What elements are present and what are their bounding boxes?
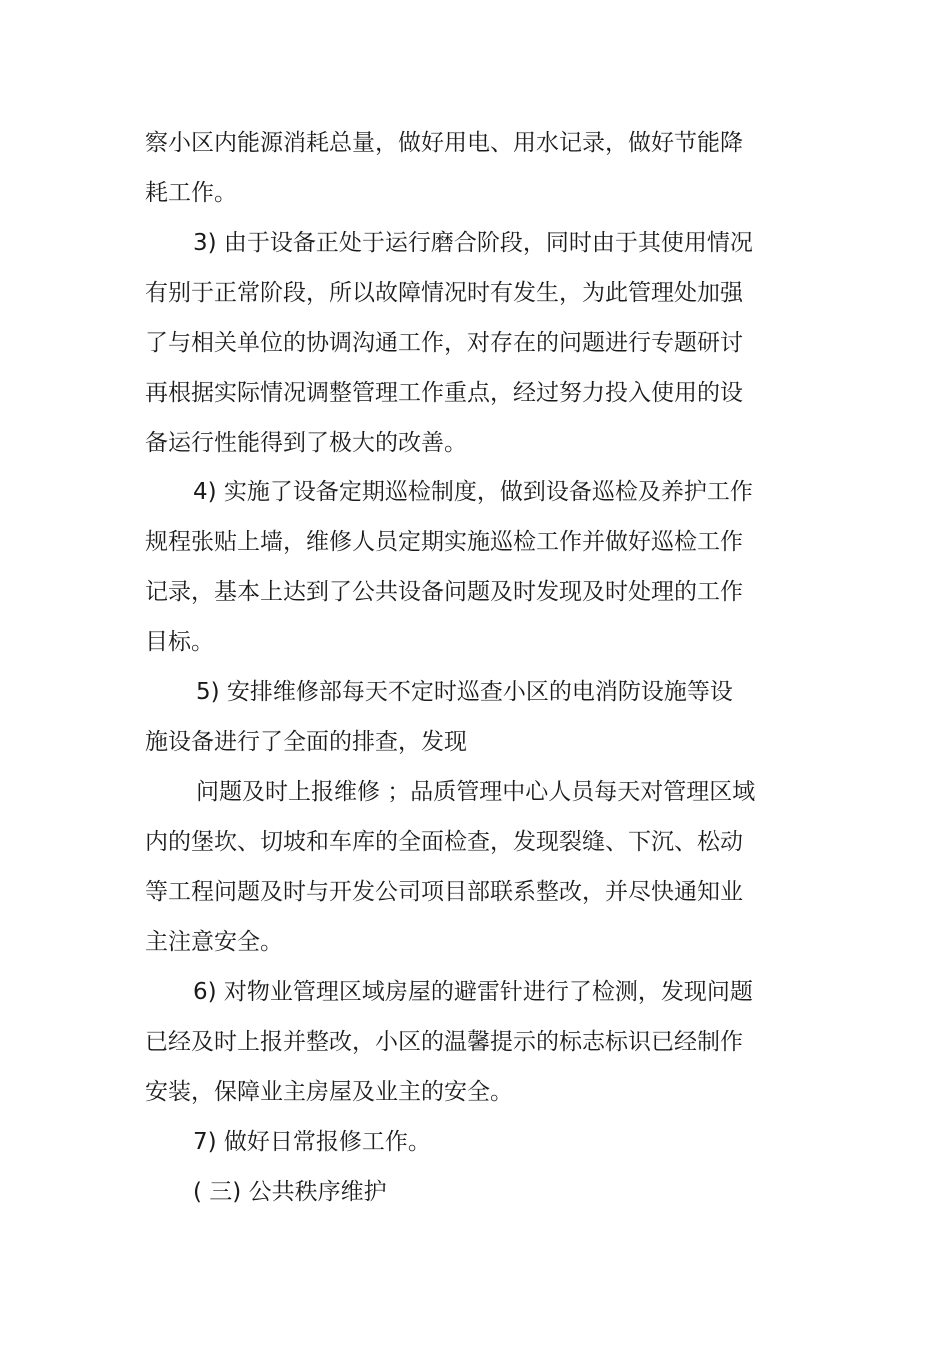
text-line: 耗工作。 [145,180,237,206]
paragraph-6-start: 6) 对物业管理区域房屋的避雷针进行了检测，发现问题 [193,979,753,1005]
text-line: 有别于正常阶段，所以故障情况时有发生，为此管理处加强 [145,280,743,306]
text-line: 施设备进行了全面的排查，发现 [145,729,467,755]
paragraph-5-start: 5) 安排维修部每天不定时巡查小区的电消防设施等设 [196,679,733,705]
paragraph-7: 7) 做好日常报修工作。 [193,1129,431,1155]
paragraph-4-start: 4) 实施了设备定期巡检制度，做到设备巡检及养护工作 [193,479,753,505]
text-line: 目标。 [145,629,214,655]
text-line: 安装，保障业主房屋及业主的安全。 [145,1079,513,1105]
text-line: 内的堡坎、切坡和车库的全面检查，发现裂缝、下沉、松动 [145,829,743,855]
section-heading: ( 三) 公共秩序维护 [193,1179,387,1205]
text-line: 察小区内能源消耗总量，做好用电、用水记录，做好节能降 [145,130,743,156]
text-line: 等工程问题及时与开发公司项目部联系整改，并尽快通知业 [145,879,743,905]
text-line: 主注意安全。 [145,929,283,955]
text-line: 记录，基本上达到了公共设备问题及时发现及时处理的工作 [145,579,743,605]
text-line: 已经及时上报并整改，小区的温馨提示的标志标识已经制作 [145,1029,743,1055]
text-line: 备运行性能得到了极大的改善。 [145,430,467,456]
text-line: 规程张贴上墙，维修人员定期实施巡检工作并做好巡检工作 [145,529,743,555]
text-line: 问题及时上报维修 ；品质管理中心人员每天对管理区域 [196,779,756,805]
text-line: 了与相关单位的协调沟通工作，对存在的问题进行专题研讨 [145,330,743,356]
text-line: 再根据实际情况调整管理工作重点，经过努力投入使用的设 [145,380,743,406]
paragraph-3-start: 3) 由于设备正处于运行磨合阶段，同时由于其使用情况 [193,230,753,256]
